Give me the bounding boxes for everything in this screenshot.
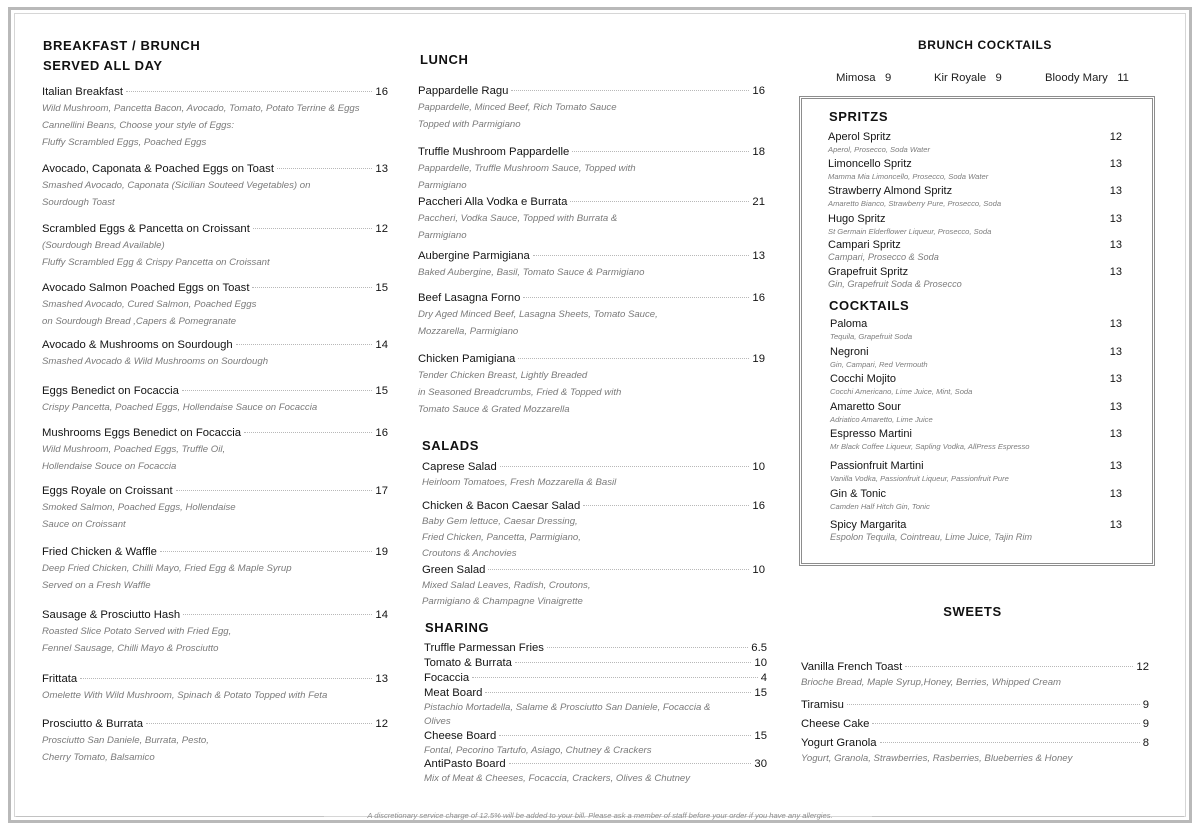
drink-description: Espolon Tequila, Cointreau, Lime Juice, Tajin Rim xyxy=(830,532,1033,542)
drink-price: 13 xyxy=(1109,488,1122,500)
dot-leader xyxy=(80,678,372,679)
item-description: Mix of Meat & Cheeses, Focaccia, Crackers, Olives & Chutney xyxy=(424,773,691,784)
item-price: 16 xyxy=(752,85,765,97)
item-price: 12 xyxy=(375,718,388,730)
drink-gin-tonic xyxy=(830,487,1122,512)
menu-item-green-salad xyxy=(422,563,765,610)
drink-description: Gin, Campari, Red Vermouth xyxy=(830,360,928,369)
menu-item-row xyxy=(424,671,767,686)
item-name: Truffle Parmessan Fries xyxy=(424,642,544,654)
drink-limoncello-spritz xyxy=(828,157,1122,182)
dot-leader xyxy=(583,505,749,506)
menu-item-row xyxy=(418,195,765,210)
item-description: Fennel Sausage, Chilli Mayo & Prosciutto xyxy=(42,643,219,654)
dot-leader xyxy=(236,344,373,345)
menu-item-eggs-royale-on-croissant xyxy=(42,484,388,533)
menu-item-row xyxy=(42,717,388,732)
item-description: Heirloom Tomatoes, Fresh Mozzarella & Basil xyxy=(422,477,617,488)
item-price: 12 xyxy=(375,223,388,235)
footer-note: A discretionary service charge of 12.5% will be added to your bill. Please ask a member of staff before your order if you have any allergies. xyxy=(0,811,1200,820)
dot-leader xyxy=(160,551,373,552)
item-name: Cheese Board xyxy=(424,730,497,742)
drink-name: Cocchi Mojito xyxy=(830,373,897,385)
item-name: Avocado & Mushrooms on Sourdough xyxy=(42,339,233,351)
drink-name: Strawberry Almond Spritz xyxy=(828,185,953,197)
dot-leader xyxy=(277,168,372,169)
menu-item-row xyxy=(422,460,765,475)
drink-name: Campari Spritz xyxy=(828,239,901,251)
menu-item-tiramisu xyxy=(801,698,1149,713)
drink-row xyxy=(828,184,1122,198)
menu-item-antipasto-board xyxy=(424,757,767,786)
dot-leader xyxy=(523,297,749,298)
drink-description: Cocchi Americano, Lime Juice, Mint, Soda xyxy=(830,387,973,396)
item-description: Baked Aubergine, Basil, Tomato Sauce & Parmigiano xyxy=(418,267,645,278)
dot-leader xyxy=(511,90,749,91)
item-price: 16 xyxy=(375,86,388,98)
item-description: Mixed Salad Leaves, Radish, Croutons, xyxy=(422,580,591,591)
menu-item-avocado-salmon-poached-eggs-on-toast xyxy=(42,281,388,330)
menu-item-row xyxy=(801,698,1149,713)
item-price: 19 xyxy=(752,353,765,365)
item-description: Smashed Avocado, Caponata (Sicilian Souteed Vegetables) on xyxy=(42,180,311,191)
drink-name: Spicy Margarita xyxy=(830,519,907,531)
dot-leader xyxy=(253,228,373,229)
drink-name: Limoncello Spritz xyxy=(828,158,912,170)
drink-price: 13 xyxy=(1109,346,1122,358)
drink-description: Mamma Mia Limoncello, Prosecco, Soda Water xyxy=(828,172,989,181)
drink-name: Gin & Tonic xyxy=(830,488,887,500)
item-price: 13 xyxy=(752,250,765,262)
item-description: on Sourdough Bread ,Capers & Pomegranate xyxy=(42,316,237,327)
menu-item-vanilla-french-toast xyxy=(801,660,1149,691)
drink-price: 13 xyxy=(1109,239,1122,251)
drink-row xyxy=(828,238,1122,252)
item-description: Fried Chicken, Pancetta, Parmigiano, xyxy=(422,532,581,543)
item-price: 13 xyxy=(375,673,388,685)
dot-leader xyxy=(880,742,1140,743)
item-description: Sourdough Toast xyxy=(42,197,115,208)
dot-leader xyxy=(472,677,757,678)
item-description: Crispy Pancetta, Poached Eggs, Hollendaise Sauce on Focaccia xyxy=(42,402,318,413)
item-name: Sausage & Prosciutto Hash xyxy=(42,609,181,621)
item-price: 6.5 xyxy=(751,642,767,654)
menu-item-row xyxy=(42,85,388,100)
dot-leader xyxy=(488,569,749,570)
item-price: 30 xyxy=(754,758,767,770)
drink-price: 12 xyxy=(1109,131,1122,143)
item-name: Italian Breakfast xyxy=(42,86,124,98)
item-name: Vanilla French Toast xyxy=(801,661,903,673)
item-price: 10 xyxy=(754,657,767,669)
sharing-heading: SHARING xyxy=(425,620,490,635)
item-name: Meat Board xyxy=(424,687,483,699)
item-description: Deep Fried Chicken, Chilli Mayo, Fried Egg & Maple Syrup xyxy=(42,563,292,574)
menu-item-row xyxy=(418,352,765,367)
drink-row xyxy=(830,487,1122,501)
dot-leader xyxy=(485,692,751,693)
drink-spicy-margarita xyxy=(830,518,1122,543)
spritzs-heading: SPRITZS xyxy=(829,109,889,124)
drink-description: Aperol, Prosecco, Soda Water xyxy=(828,145,931,154)
item-description: Hollendaise Souce on Focaccia xyxy=(42,461,177,472)
item-description: Prosciutto San Daniele, Burrata, Pesto, xyxy=(42,735,209,746)
breakfast-heading: BREAKFAST / BRUNCH SERVED ALL DAY xyxy=(43,38,201,73)
item-description: Olives xyxy=(424,716,451,727)
item-description: Served on a Fresh Waffle xyxy=(42,580,151,591)
item-name: Chicken & Bacon Caesar Salad xyxy=(422,500,581,512)
item-price: 10 xyxy=(752,564,765,576)
item-name: Mushrooms Eggs Benedict on Focaccia xyxy=(42,427,242,439)
item-price: 15 xyxy=(754,687,767,699)
item-price: 18 xyxy=(752,146,765,158)
drink-description: Tequila, Grapefruit Soda xyxy=(830,332,913,341)
drink-row xyxy=(828,212,1122,226)
dot-leader xyxy=(533,255,750,256)
item-description: Fluffy Scrambled Egg & Crispy Pancetta on Croissant xyxy=(42,257,270,268)
menu-item-row xyxy=(42,162,388,177)
dot-leader xyxy=(847,704,1140,705)
item-name: Aubergine Parmigiana xyxy=(418,250,530,262)
drink-description: Amaretto Bianco, Strawberry Pure, Prosecco, Soda xyxy=(828,199,1002,208)
drink-row xyxy=(830,427,1122,441)
drink-name: Hugo Spritz xyxy=(828,213,886,225)
item-name: Cheese Cake xyxy=(801,718,870,730)
drink-description: Mr Black Coffee Liqueur, Sapling Vodka, AllPress Espresso xyxy=(830,442,1030,451)
menu-item-cheese-cake xyxy=(801,717,1149,732)
item-name: Scrambled Eggs & Pancetta on Croissant xyxy=(42,223,250,235)
item-description: Pappardelle, Truffle Mushroom Sauce, Topped with xyxy=(418,163,636,174)
item-price: 12 xyxy=(1136,661,1149,673)
item-description: Fluffy Scrambled Eggs, Poached Eggs xyxy=(42,137,207,148)
item-price: 9 xyxy=(1142,699,1149,711)
item-price: 16 xyxy=(375,427,388,439)
drink-strawberry-almond-spritz xyxy=(828,184,1122,209)
item-price: 19 xyxy=(375,546,388,558)
kir-royale-item: Kir Royale 9 xyxy=(934,72,1002,84)
drink-description: St Germain Elderflower Liqueur, Prosecco, Soda xyxy=(828,227,992,236)
menu-item-row xyxy=(422,563,765,578)
menu-item-sausage-prosciutto-hash xyxy=(42,608,388,657)
item-description: Fontal, Pecorino Tartufo, Asiago, Chutney & Crackers xyxy=(424,745,652,756)
drink-price: 13 xyxy=(1109,158,1122,170)
menu-item-row xyxy=(801,736,1149,751)
item-price: 8 xyxy=(1142,737,1149,749)
dot-leader xyxy=(515,662,752,663)
menu-item-avocado-caponata-poached-eggs-on-toast xyxy=(42,162,388,211)
drink-row xyxy=(828,130,1122,144)
dot-leader xyxy=(146,723,372,724)
menu-item-mushrooms-eggs-benedict-on-focaccia xyxy=(42,426,388,475)
drink-name: Grapefruit Spritz xyxy=(828,266,909,278)
menu-item-cheese-board xyxy=(424,729,767,758)
menu-item-row xyxy=(422,499,765,514)
item-description: Roasted Slice Potato Served with Fried Egg, xyxy=(42,626,232,637)
menu-item-row xyxy=(801,660,1149,675)
item-price: 16 xyxy=(752,292,765,304)
menu-item-row xyxy=(424,641,767,656)
drink-price: 13 xyxy=(1109,519,1122,531)
item-description: Smashed Avocado, Cured Salmon, Poached Eggs xyxy=(42,299,257,310)
menu-item-meat-board xyxy=(424,686,767,729)
menu-item-row xyxy=(424,686,767,701)
item-name: Beef Lasagna Forno xyxy=(418,292,521,304)
item-price: 17 xyxy=(375,485,388,497)
drink-row xyxy=(828,265,1122,279)
item-description: Sauce on Croissant xyxy=(42,519,126,530)
drink-negroni xyxy=(830,345,1122,370)
drink-row xyxy=(830,518,1122,532)
drink-name: Espresso Martini xyxy=(830,428,912,440)
item-name: Eggs Benedict on Focaccia xyxy=(42,385,179,397)
mimosa-item: Mimosa 9 xyxy=(836,72,892,84)
dot-leader xyxy=(905,666,1133,667)
dot-leader xyxy=(509,763,752,764)
item-name: Green Salad xyxy=(422,564,486,576)
item-name: Caprese Salad xyxy=(422,461,497,473)
dot-leader xyxy=(176,490,373,491)
menu-item-scrambled-eggs-pancetta-on-croissant xyxy=(42,222,388,271)
salads-heading: SALADS xyxy=(422,438,480,453)
drink-price: 13 xyxy=(1109,213,1122,225)
drink-description: Adriatico Amaretto, Lime Juice xyxy=(830,415,933,424)
dot-leader xyxy=(183,614,372,615)
item-description: Pistachio Mortadella, Salame & Prosciutto San Daniele, Focaccia & xyxy=(424,702,711,713)
drink-description: Gin, Grapefruit Soda & Prosecco xyxy=(828,279,962,289)
menu-item-row xyxy=(42,222,388,237)
item-description: (Sourdough Bread Available) xyxy=(42,240,165,251)
drink-passionfruit-martini xyxy=(830,459,1122,484)
item-description: Smoked Salmon, Poached Eggs, Hollendaise xyxy=(42,502,236,513)
dot-leader xyxy=(572,151,749,152)
drink-row xyxy=(830,345,1122,359)
menu-item-truffle-parmessan-fries xyxy=(424,641,767,656)
menu-item-chicken-pamigiana xyxy=(418,352,765,418)
drink-row xyxy=(830,317,1122,331)
item-description: Wild Mushroom, Poached Eggs, Truffle Oil, xyxy=(42,444,226,455)
dot-leader xyxy=(547,647,748,648)
item-description: Cannellini Beans, Choose your style of Eggs: xyxy=(42,120,234,131)
menu-item-row xyxy=(42,545,388,560)
item-price: 15 xyxy=(754,730,767,742)
dot-leader xyxy=(872,723,1139,724)
item-description: Cherry Tomato, Balsamico xyxy=(42,752,155,763)
drink-espresso-martini xyxy=(830,427,1122,452)
item-price: 9 xyxy=(1142,718,1149,730)
drink-name: Negroni xyxy=(830,346,869,358)
drink-row xyxy=(830,400,1122,414)
menu-item-paccheri-alla-vodka-e-burrata xyxy=(418,195,765,244)
item-description: in Seasoned Breadcrumbs, Fried & Topped with xyxy=(418,387,622,398)
item-name: Eggs Royale on Croissant xyxy=(42,485,173,497)
item-description: Smashed Avocado & Wild Mushrooms on Sourdough xyxy=(42,356,269,367)
item-description: Dry Aged Minced Beef, Lasagna Sheets, Tomato Sauce, xyxy=(418,309,658,320)
menu-item-row xyxy=(418,249,765,264)
menu-item-prosciutto-burrata xyxy=(42,717,388,766)
drink-paloma xyxy=(830,317,1122,342)
item-description: Croutons & Anchovies xyxy=(422,548,517,559)
dot-leader xyxy=(500,466,750,467)
dot-leader xyxy=(499,735,751,736)
item-price: 10 xyxy=(752,461,765,473)
menu-item-row xyxy=(418,145,765,160)
menu-item-yogurt-granola xyxy=(801,736,1149,767)
menu-item-truffle-mushroom-pappardelle xyxy=(418,145,765,194)
menu-item-aubergine-parmigiana xyxy=(418,249,765,281)
drink-price: 13 xyxy=(1109,401,1122,413)
item-price: 15 xyxy=(375,385,388,397)
drink-aperol-spritz xyxy=(828,130,1122,155)
menu-item-row xyxy=(42,484,388,499)
menu-item-focaccia xyxy=(424,671,767,686)
brunch-cocktails-heading: BRUNCH COCKTAILS xyxy=(917,38,1053,52)
drink-row xyxy=(830,459,1122,473)
drink-description: Campari, Prosecco & Soda xyxy=(828,252,939,262)
drink-grapefruit-spritz xyxy=(828,265,1122,290)
menu-item-beef-lasagna-forno xyxy=(418,291,765,340)
item-price: 14 xyxy=(375,609,388,621)
item-name: Prosciutto & Burrata xyxy=(42,718,144,730)
item-description: Mozzarella, Parmigiano xyxy=(418,326,519,337)
item-name: Paccheri Alla Vodka e Burrata xyxy=(418,196,568,208)
sweets-heading: SWEETS xyxy=(943,604,1002,619)
menu-item-avocado-mushrooms-on-sourdough xyxy=(42,338,388,370)
menu-item-row xyxy=(424,656,767,671)
drink-price: 13 xyxy=(1109,266,1122,278)
item-description: Parmigiano xyxy=(418,180,467,191)
item-price: 14 xyxy=(375,339,388,351)
item-price: 21 xyxy=(752,196,765,208)
item-name: Tiramisu xyxy=(801,699,844,711)
item-description: Yogurt, Granola, Strawberries, Rasberries, Blueberries & Honey xyxy=(801,753,1073,764)
dot-leader xyxy=(518,358,749,359)
drink-description: Camden Half Hitch Gin, Tonic xyxy=(830,502,930,511)
menu-item-frittata xyxy=(42,672,388,704)
dot-leader xyxy=(126,91,372,92)
menu-item-row xyxy=(42,384,388,399)
item-name: Frittata xyxy=(42,673,78,685)
lunch-heading: LUNCH xyxy=(420,52,469,67)
menu-item-row xyxy=(418,84,765,99)
drink-price: 13 xyxy=(1109,185,1122,197)
item-name: Avocado, Caponata & Poached Eggs on Toast xyxy=(42,163,274,175)
item-name: Avocado Salmon Poached Eggs on Toast xyxy=(42,282,250,294)
drink-amaretto-sour xyxy=(830,400,1122,425)
item-name: Yogurt Granola xyxy=(801,737,877,749)
item-name: Tomato & Burrata xyxy=(424,657,512,669)
item-name: Pappardelle Ragu xyxy=(418,85,509,97)
drink-name: Aperol Spritz xyxy=(828,131,891,143)
menu-item-row xyxy=(42,672,388,687)
item-description: Brioche Bread, Maple Syrup,Honey, Berries, Whipped Cream xyxy=(801,677,1062,688)
drink-name: Paloma xyxy=(830,318,868,330)
item-name: Truffle Mushroom Pappardelle xyxy=(418,146,570,158)
dot-leader xyxy=(244,432,372,433)
item-name: AntiPasto Board xyxy=(424,758,506,770)
menu-item-eggs-benedict-on-focaccia xyxy=(42,384,388,416)
drink-description: Vanilla Vodka, Passionfruit Liqueur, Passionfruit Pure xyxy=(830,474,1009,483)
menu-item-tomato-burrata xyxy=(424,656,767,671)
drink-price: 13 xyxy=(1109,373,1122,385)
menu-item-caprese-salad xyxy=(422,460,765,491)
menu-item-row xyxy=(42,281,388,296)
item-description: Tomato Sauce & Grated Mozzarella xyxy=(418,404,570,415)
dot-leader xyxy=(570,201,749,202)
dot-leader xyxy=(182,390,373,391)
item-price: 13 xyxy=(375,163,388,175)
menu-item-fried-chicken-waffle xyxy=(42,545,388,594)
item-name: Chicken Pamigiana xyxy=(418,353,516,365)
drink-row xyxy=(828,157,1122,171)
menu-item-row xyxy=(42,426,388,441)
drink-row xyxy=(830,372,1122,386)
cocktails-heading: COCKTAILS xyxy=(829,298,910,313)
drink-price: 13 xyxy=(1109,460,1122,472)
dot-leader xyxy=(252,287,372,288)
menu-item-row xyxy=(801,717,1149,732)
item-description: Wild Mushroom, Pancetta Bacon, Avocado, Tomato, Potato Terrine & Eggs xyxy=(42,103,360,114)
menu-item-row xyxy=(424,757,767,772)
item-description: Parmigiano xyxy=(418,230,467,241)
item-description: Topped with Parmigiano xyxy=(418,119,521,130)
menu-item-row xyxy=(424,729,767,744)
menu-item-row xyxy=(418,291,765,306)
item-description: Pappardelle, Minced Beef, Rich Tomato Sauce xyxy=(418,102,617,113)
item-price: 16 xyxy=(752,500,765,512)
drink-cocchi-mojito xyxy=(830,372,1122,397)
item-price: 15 xyxy=(375,282,388,294)
drink-campari-spritz xyxy=(828,238,1122,263)
drink-hugo-spritz xyxy=(828,212,1122,237)
item-name: Focaccia xyxy=(424,672,470,684)
menu-item-pappardelle-ragu xyxy=(418,84,765,133)
item-name: Fried Chicken & Waffle xyxy=(42,546,157,558)
drink-price: 13 xyxy=(1109,318,1122,330)
menu-item-row xyxy=(42,338,388,353)
drink-name: Passionfruit Martini xyxy=(830,460,924,472)
item-description: Omelette With Wild Mushroom, Spinach & Potato Topped with Feta xyxy=(42,690,328,701)
drink-price: 13 xyxy=(1109,428,1122,440)
menu-item-chicken-bacon-caesar-salad xyxy=(422,499,765,562)
item-price: 4 xyxy=(760,672,767,684)
menu-item-italian-breakfast xyxy=(42,85,388,151)
bloody-mary-item: Bloody Mary 11 xyxy=(1045,72,1129,84)
item-description: Baby Gem lettuce, Caesar Dressing, xyxy=(422,516,578,527)
cocktails-box xyxy=(799,96,1155,566)
item-description: Paccheri, Vodka Sauce, Topped with Burrata & xyxy=(418,213,618,224)
menu-item-row xyxy=(42,608,388,623)
item-description: Parmigiano & Champagne Vinaigrette xyxy=(422,596,583,607)
drink-name: Amaretto Sour xyxy=(830,401,901,413)
item-description: Tender Chicken Breast, Lightly Breaded xyxy=(418,370,588,381)
